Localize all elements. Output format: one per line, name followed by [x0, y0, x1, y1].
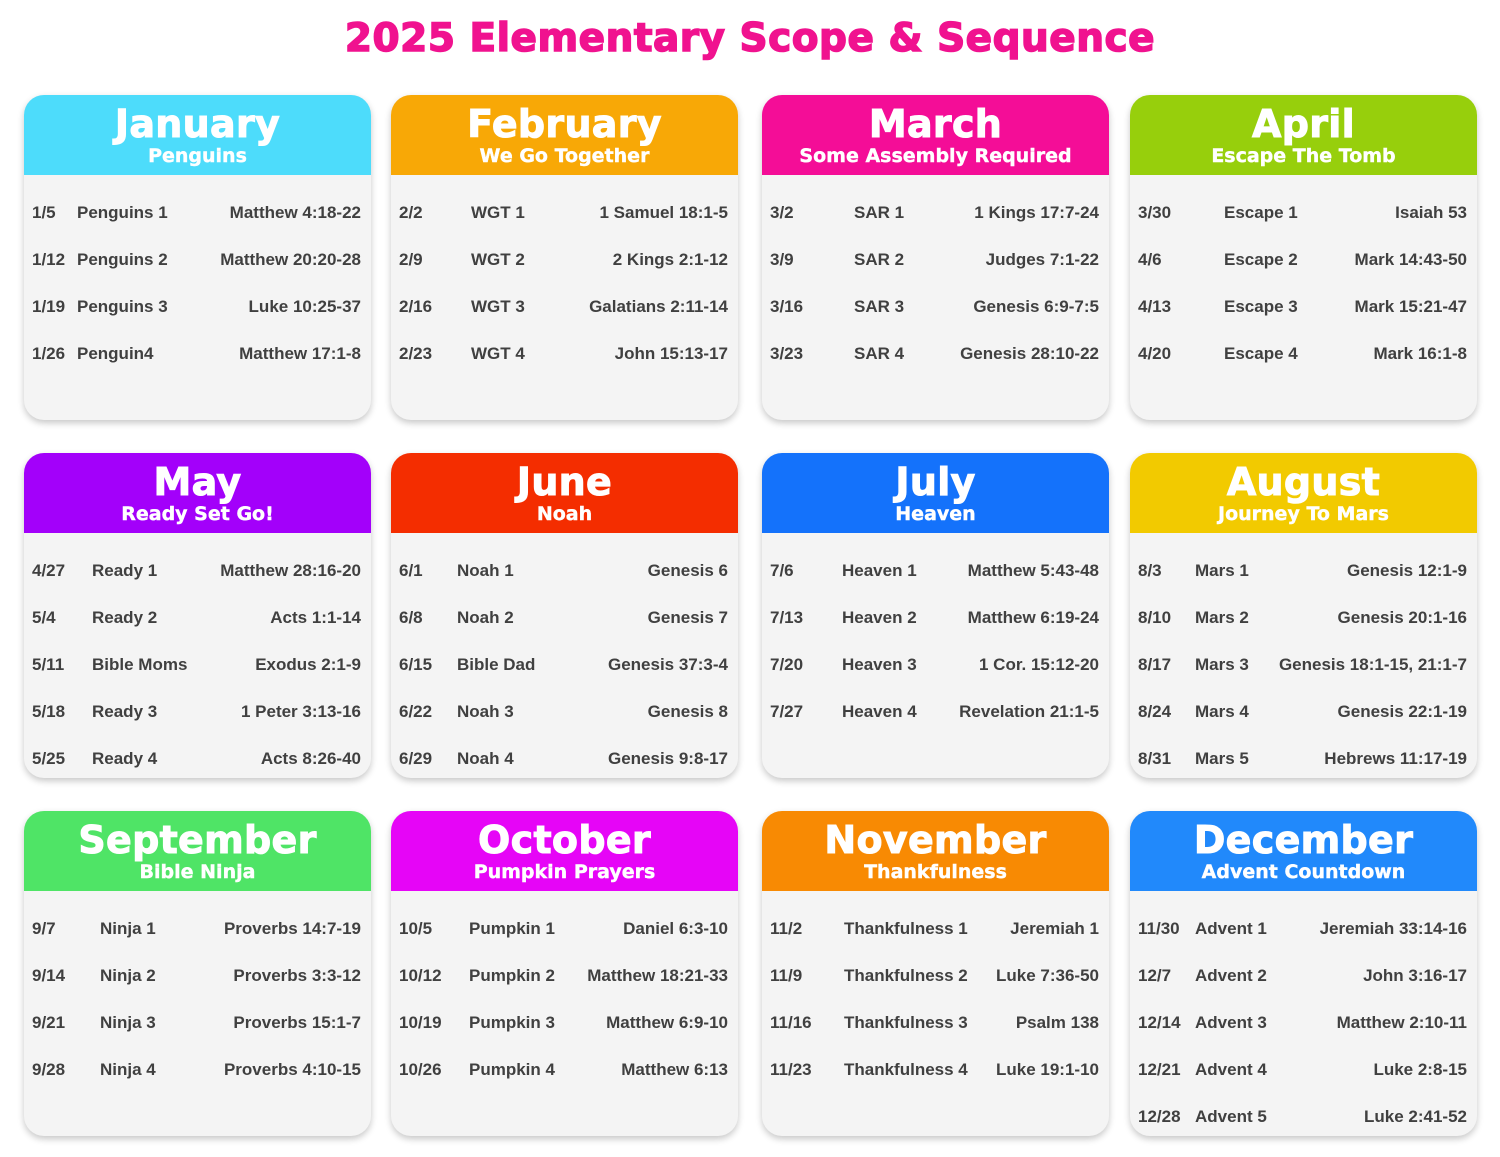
scripture-reference: Matthew 17:1-8: [239, 343, 361, 363]
lesson-row: [770, 952, 1099, 999]
lesson-title: Pumpkin 1: [469, 918, 555, 938]
series-theme: Some Assembly Required: [799, 145, 1072, 167]
lesson-date: 6/1: [399, 560, 423, 580]
month-card-may: [24, 453, 371, 778]
lesson-date: 9/28: [32, 1059, 66, 1079]
lesson-row: [1138, 999, 1467, 1046]
lesson-row: [1138, 189, 1467, 236]
lesson-date: 2/9: [399, 249, 423, 269]
lesson-title: Mars 3: [1195, 654, 1249, 674]
month-header: [762, 811, 1109, 891]
lesson-title: Heaven 3: [842, 654, 917, 674]
scripture-reference: Luke 10:25-37: [248, 296, 361, 316]
lesson-row: [32, 594, 361, 641]
lesson-title: Noah 3: [457, 701, 514, 721]
scripture-reference: Genesis 7: [647, 607, 728, 627]
scripture-reference: Genesis 18:1-15, 21:1-7: [1278, 654, 1467, 674]
lesson-title: Escape 2: [1224, 249, 1298, 269]
scripture-reference: Matthew 6:9-10: [606, 1012, 728, 1032]
month-name: July: [895, 460, 976, 504]
scripture-reference: Hebrews 11:17-19: [1324, 748, 1467, 768]
lesson-date: 8/31: [1138, 748, 1172, 768]
lesson-row: [770, 236, 1099, 283]
lesson-date: 3/23: [770, 343, 804, 363]
lesson-date: 10/19: [399, 1012, 442, 1032]
series-theme: Heaven: [895, 503, 976, 525]
lesson-date: 5/4: [32, 607, 56, 627]
lesson-title: Thankfulness 3: [844, 1012, 968, 1032]
lesson-title: Pumpkin 3: [469, 1012, 555, 1032]
lesson-list: [1130, 891, 1477, 1136]
scripture-reference: Jeremiah 33:14-16: [1319, 918, 1467, 938]
lesson-date: 2/23: [399, 343, 433, 363]
lesson-title: Advent 5: [1195, 1106, 1267, 1126]
lesson-title: Advent 1: [1195, 918, 1267, 938]
lesson-title: Mars 1: [1195, 560, 1249, 580]
lesson-title: WGT 4: [471, 343, 525, 363]
lesson-row: [770, 999, 1099, 1046]
scripture-reference: Genesis 6: [647, 560, 728, 580]
lesson-title: Heaven 1: [842, 560, 917, 580]
lesson-row: [32, 641, 361, 688]
scripture-reference: Genesis 20:1-16: [1337, 607, 1467, 627]
scripture-reference: Jeremiah 1: [1010, 918, 1099, 938]
month-card-october: [391, 811, 738, 1136]
scripture-reference: 1 Kings 17:7-24: [974, 202, 1099, 222]
lesson-list: [391, 175, 738, 377]
scripture-reference: Luke 19:1-10: [996, 1059, 1099, 1079]
lesson-row: [32, 688, 361, 735]
lesson-date: 7/27: [770, 701, 804, 721]
lesson-title: SAR 1: [854, 202, 905, 222]
lesson-row: [770, 641, 1099, 688]
lesson-date: 2/16: [399, 296, 433, 316]
scripture-reference: Genesis 8: [647, 701, 728, 721]
lesson-title: Ninja 2: [100, 965, 156, 985]
lesson-date: 8/17: [1138, 654, 1172, 674]
scripture-reference: Proverbs 3:3-12: [233, 965, 361, 985]
lesson-row: [399, 330, 728, 377]
lesson-date: 1/5: [32, 202, 56, 222]
scripture-reference: Matthew 20:20-28: [220, 249, 361, 269]
lesson-date: 3/16: [770, 296, 804, 316]
lesson-row: [1138, 283, 1467, 330]
scripture-reference: Genesis 28:10-22: [960, 343, 1099, 363]
lesson-date: 11/30: [1138, 918, 1180, 938]
lesson-list: [391, 891, 738, 1093]
lesson-title: Mars 5: [1195, 748, 1249, 768]
lesson-list: [391, 533, 738, 778]
lesson-date: 8/10: [1138, 607, 1172, 627]
lesson-title: Thankfulness 1: [844, 918, 968, 938]
lesson-row: [399, 189, 728, 236]
scripture-reference: Matthew 2:10-11: [1336, 1012, 1467, 1032]
month-card-april: [1130, 95, 1477, 420]
lesson-title: SAR 3: [854, 296, 905, 316]
lesson-row: [32, 1046, 361, 1093]
month-header: [24, 95, 371, 175]
lesson-date: 1/19: [32, 296, 66, 316]
month-card-july: [762, 453, 1109, 778]
lesson-title: Penguins 3: [77, 296, 168, 316]
lesson-date: 11/23: [770, 1059, 812, 1079]
lesson-date: 2/2: [399, 202, 423, 222]
lesson-date: 9/14: [32, 965, 66, 985]
lesson-date: 11/9: [770, 965, 803, 985]
scripture-reference: Revelation 21:1-5: [959, 701, 1099, 721]
lesson-title: Ninja 4: [100, 1059, 156, 1079]
lesson-title: Escape 3: [1224, 296, 1298, 316]
lesson-row: [399, 283, 728, 330]
lesson-row: [399, 999, 728, 1046]
scripture-reference: Acts 1:1-14: [270, 607, 361, 627]
month-name: December: [1193, 818, 1414, 862]
lesson-row: [770, 189, 1099, 236]
scripture-reference: Daniel 6:3-10: [623, 918, 728, 938]
lesson-title: Bible Dad: [457, 654, 536, 674]
scripture-reference: Genesis 22:1-19: [1337, 701, 1467, 721]
lesson-date: 4/27: [32, 560, 66, 580]
scripture-reference: Matthew 4:18-22: [229, 202, 361, 222]
lesson-row: [770, 283, 1099, 330]
scripture-reference: Genesis 9:8-17: [607, 748, 728, 768]
lesson-date: 11/16: [770, 1012, 812, 1032]
scripture-reference: Matthew 28:16-20: [220, 560, 361, 580]
lesson-list: [24, 891, 371, 1093]
scripture-reference: 1 Samuel 18:1-5: [599, 202, 728, 222]
lesson-date: 6/29: [399, 748, 433, 768]
lesson-row: [399, 735, 728, 778]
page-title: 2025 Elementary Scope & Sequence: [344, 16, 1156, 61]
series-theme: Escape The Tomb: [1211, 145, 1396, 167]
lesson-date: 7/20: [770, 654, 804, 674]
lesson-title: SAR 2: [854, 249, 905, 269]
month-card-august: [1130, 453, 1477, 778]
scripture-reference: Judges 7:1-22: [985, 249, 1099, 269]
scripture-reference: Exodus 2:1-9: [255, 654, 361, 674]
lesson-title: Advent 2: [1195, 965, 1267, 985]
month-name: March: [868, 102, 1003, 146]
lesson-date: 6/8: [399, 607, 423, 627]
series-theme: Ready Set Go!: [121, 503, 274, 525]
month-name: June: [516, 460, 613, 504]
lesson-date: 4/20: [1138, 343, 1172, 363]
lesson-title: Bible Moms: [92, 654, 188, 674]
lesson-date: 1/12: [32, 249, 66, 269]
month-header: [1130, 453, 1477, 533]
scripture-reference: Genesis 12:1-9: [1346, 560, 1467, 580]
lesson-date: 10/12: [399, 965, 442, 985]
lesson-date: 8/3: [1138, 560, 1162, 580]
lesson-row: [32, 283, 361, 330]
series-theme: Journey To Mars: [1218, 503, 1389, 525]
lesson-row: [32, 547, 361, 594]
scripture-reference: John 3:16-17: [1363, 965, 1467, 985]
lesson-date: 8/24: [1138, 701, 1172, 721]
month-card-september: [24, 811, 371, 1136]
series-theme: Noah: [536, 503, 593, 525]
lesson-row: [770, 330, 1099, 377]
lesson-title: Escape 1: [1224, 202, 1298, 222]
lesson-title: Penguin4: [77, 343, 154, 363]
lesson-row: [399, 952, 728, 999]
scripture-reference: Genesis 37:3-4: [607, 654, 728, 674]
lesson-title: Ready 4: [92, 748, 158, 768]
month-name: November: [824, 818, 1047, 862]
scripture-reference: Mark 14:43-50: [1354, 249, 1467, 269]
series-theme: Pumpkin Prayers: [473, 861, 656, 883]
lesson-row: [770, 688, 1099, 735]
scripture-reference: Genesis 6:9-7:5: [973, 296, 1099, 316]
lesson-row: [1138, 735, 1467, 778]
lesson-row: [32, 330, 361, 377]
month-name: January: [114, 102, 281, 146]
month-card-june: [391, 453, 738, 778]
lesson-row: [399, 688, 728, 735]
month-name: February: [467, 102, 662, 146]
lesson-row: [32, 952, 361, 999]
lesson-date: 9/7: [32, 918, 56, 938]
lesson-title: Noah 2: [457, 607, 514, 627]
lesson-row: [32, 999, 361, 1046]
lesson-title: Noah 1: [457, 560, 514, 580]
month-card-march: [762, 95, 1109, 420]
lesson-date: 3/2: [770, 202, 794, 222]
scripture-reference: Mark 15:21-47: [1354, 296, 1467, 316]
lesson-title: Penguins 2: [77, 249, 168, 269]
lesson-row: [1138, 688, 1467, 735]
month-card-february: [391, 95, 738, 420]
series-theme: Advent Countdown: [1201, 861, 1406, 883]
scripture-reference: Galatians 2:11-14: [589, 296, 728, 316]
series-theme: Thankfulness: [864, 861, 1007, 883]
month-name: April: [1252, 102, 1355, 146]
lesson-date: 4/13: [1138, 296, 1172, 316]
month-card-december: [1130, 811, 1477, 1136]
lesson-row: [1138, 594, 1467, 641]
lesson-date: 1/26: [32, 343, 66, 363]
lesson-title: Heaven 4: [842, 701, 917, 721]
scripture-reference: Luke 7:36-50: [996, 965, 1099, 985]
lesson-title: Ready 2: [92, 607, 158, 627]
lesson-row: [1138, 236, 1467, 283]
lesson-list: [762, 533, 1109, 735]
month-header: [1130, 95, 1477, 175]
scripture-reference: Luke 2:8-15: [1373, 1059, 1467, 1079]
scripture-reference: Matthew 6:19-24: [967, 607, 1099, 627]
lesson-row: [1138, 952, 1467, 999]
lesson-list: [1130, 533, 1477, 778]
lesson-date: 4/6: [1138, 249, 1162, 269]
lesson-date: 10/5: [399, 918, 433, 938]
lesson-date: 3/9: [770, 249, 794, 269]
lesson-list: [24, 533, 371, 778]
lesson-row: [1138, 905, 1467, 952]
month-name: October: [478, 818, 651, 862]
lesson-row: [770, 594, 1099, 641]
lesson-date: 10/26: [399, 1059, 442, 1079]
lesson-title: Ninja 3: [100, 1012, 156, 1032]
scripture-reference: Acts 8:26-40: [260, 748, 361, 768]
lesson-title: Noah 4: [457, 748, 514, 768]
lesson-date: 11/2: [770, 918, 803, 938]
lesson-row: [1138, 1093, 1467, 1136]
lesson-row: [770, 905, 1099, 952]
lesson-title: Ready 1: [92, 560, 158, 580]
lesson-title: Mars 4: [1195, 701, 1249, 721]
lesson-row: [1138, 1046, 1467, 1093]
month-header: [762, 453, 1109, 533]
lesson-list: [762, 175, 1109, 377]
lesson-row: [1138, 641, 1467, 688]
lesson-row: [1138, 330, 1467, 377]
scripture-reference: Matthew 5:43-48: [967, 560, 1099, 580]
scripture-reference: Proverbs 4:10-15: [223, 1059, 361, 1079]
lesson-title: Mars 2: [1195, 607, 1249, 627]
lesson-title: Escape 4: [1224, 343, 1298, 363]
lesson-row: [399, 594, 728, 641]
lesson-title: Heaven 2: [842, 607, 917, 627]
scripture-reference: Luke 2:41-52: [1364, 1106, 1467, 1126]
scripture-reference: John 15:13-17: [614, 343, 728, 363]
lesson-title: Pumpkin 2: [469, 965, 555, 985]
series-theme: Penguins: [148, 145, 247, 167]
lesson-date: 3/30: [1138, 202, 1172, 222]
scripture-reference: Psalm 138: [1015, 1012, 1099, 1032]
lesson-date: 5/25: [32, 748, 66, 768]
scripture-reference: 1 Cor. 15:12-20: [978, 654, 1099, 674]
lesson-row: [399, 1046, 728, 1093]
scripture-reference: Proverbs 14:7-19: [223, 918, 361, 938]
lesson-row: [1138, 547, 1467, 594]
lesson-row: [770, 547, 1099, 594]
scripture-reference: 2 Kings 2:1-12: [612, 249, 728, 269]
lesson-list: [24, 175, 371, 377]
lesson-title: WGT 1: [471, 202, 525, 222]
month-card-november: [762, 811, 1109, 1136]
scripture-reference: 1 Peter 3:13-16: [240, 701, 361, 721]
lesson-title: Advent 4: [1195, 1059, 1267, 1079]
month-header: [24, 453, 371, 533]
lesson-row: [399, 236, 728, 283]
scripture-reference: Proverbs 15:1-7: [233, 1012, 361, 1032]
month-header: [391, 811, 738, 891]
lesson-title: Advent 3: [1195, 1012, 1267, 1032]
month-header: [1130, 811, 1477, 891]
lesson-date: 12/21: [1138, 1059, 1181, 1079]
lesson-date: 7/6: [770, 560, 794, 580]
lesson-date: 9/21: [32, 1012, 66, 1032]
month-name: May: [153, 460, 242, 504]
lesson-title: Ready 3: [92, 701, 158, 721]
lesson-row: [770, 1046, 1099, 1093]
lesson-list: [1130, 175, 1477, 377]
lesson-date: 5/11: [32, 654, 65, 674]
scripture-reference: Isaiah 53: [1395, 202, 1467, 222]
lesson-title: WGT 3: [471, 296, 525, 316]
lesson-title: SAR 4: [854, 343, 905, 363]
month-header: [24, 811, 371, 891]
lesson-row: [32, 735, 361, 778]
lesson-row: [399, 641, 728, 688]
lesson-date: 6/15: [399, 654, 433, 674]
lesson-row: [32, 905, 361, 952]
series-theme: We Go Together: [479, 145, 650, 167]
lesson-date: 12/14: [1138, 1012, 1181, 1032]
scripture-reference: Matthew 6:13: [621, 1059, 728, 1079]
lesson-title: Penguins 1: [77, 202, 168, 222]
month-card-january: [24, 95, 371, 420]
lesson-title: Thankfulness 2: [844, 965, 968, 985]
lesson-title: Pumpkin 4: [469, 1059, 555, 1079]
lesson-row: [399, 547, 728, 594]
month-header: [391, 95, 738, 175]
lesson-date: 12/7: [1138, 965, 1172, 985]
lesson-date: 7/13: [770, 607, 804, 627]
lesson-date: 12/28: [1138, 1106, 1181, 1126]
month-header: [762, 95, 1109, 175]
scripture-reference: Matthew 18:21-33: [587, 965, 728, 985]
month-name: September: [78, 818, 317, 862]
lesson-row: [32, 189, 361, 236]
lesson-row: [32, 236, 361, 283]
scripture-reference: Mark 16:1-8: [1373, 343, 1467, 363]
lesson-title: WGT 2: [471, 249, 525, 269]
lesson-list: [762, 891, 1109, 1093]
month-name: August: [1226, 460, 1381, 504]
lesson-row: [399, 905, 728, 952]
month-header: [391, 453, 738, 533]
series-theme: Bible Ninja: [139, 861, 256, 883]
lesson-title: Ninja 1: [100, 918, 156, 938]
lesson-date: 6/22: [399, 701, 433, 721]
lesson-title: Thankfulness 4: [844, 1059, 968, 1079]
lesson-date: 5/18: [32, 701, 66, 721]
